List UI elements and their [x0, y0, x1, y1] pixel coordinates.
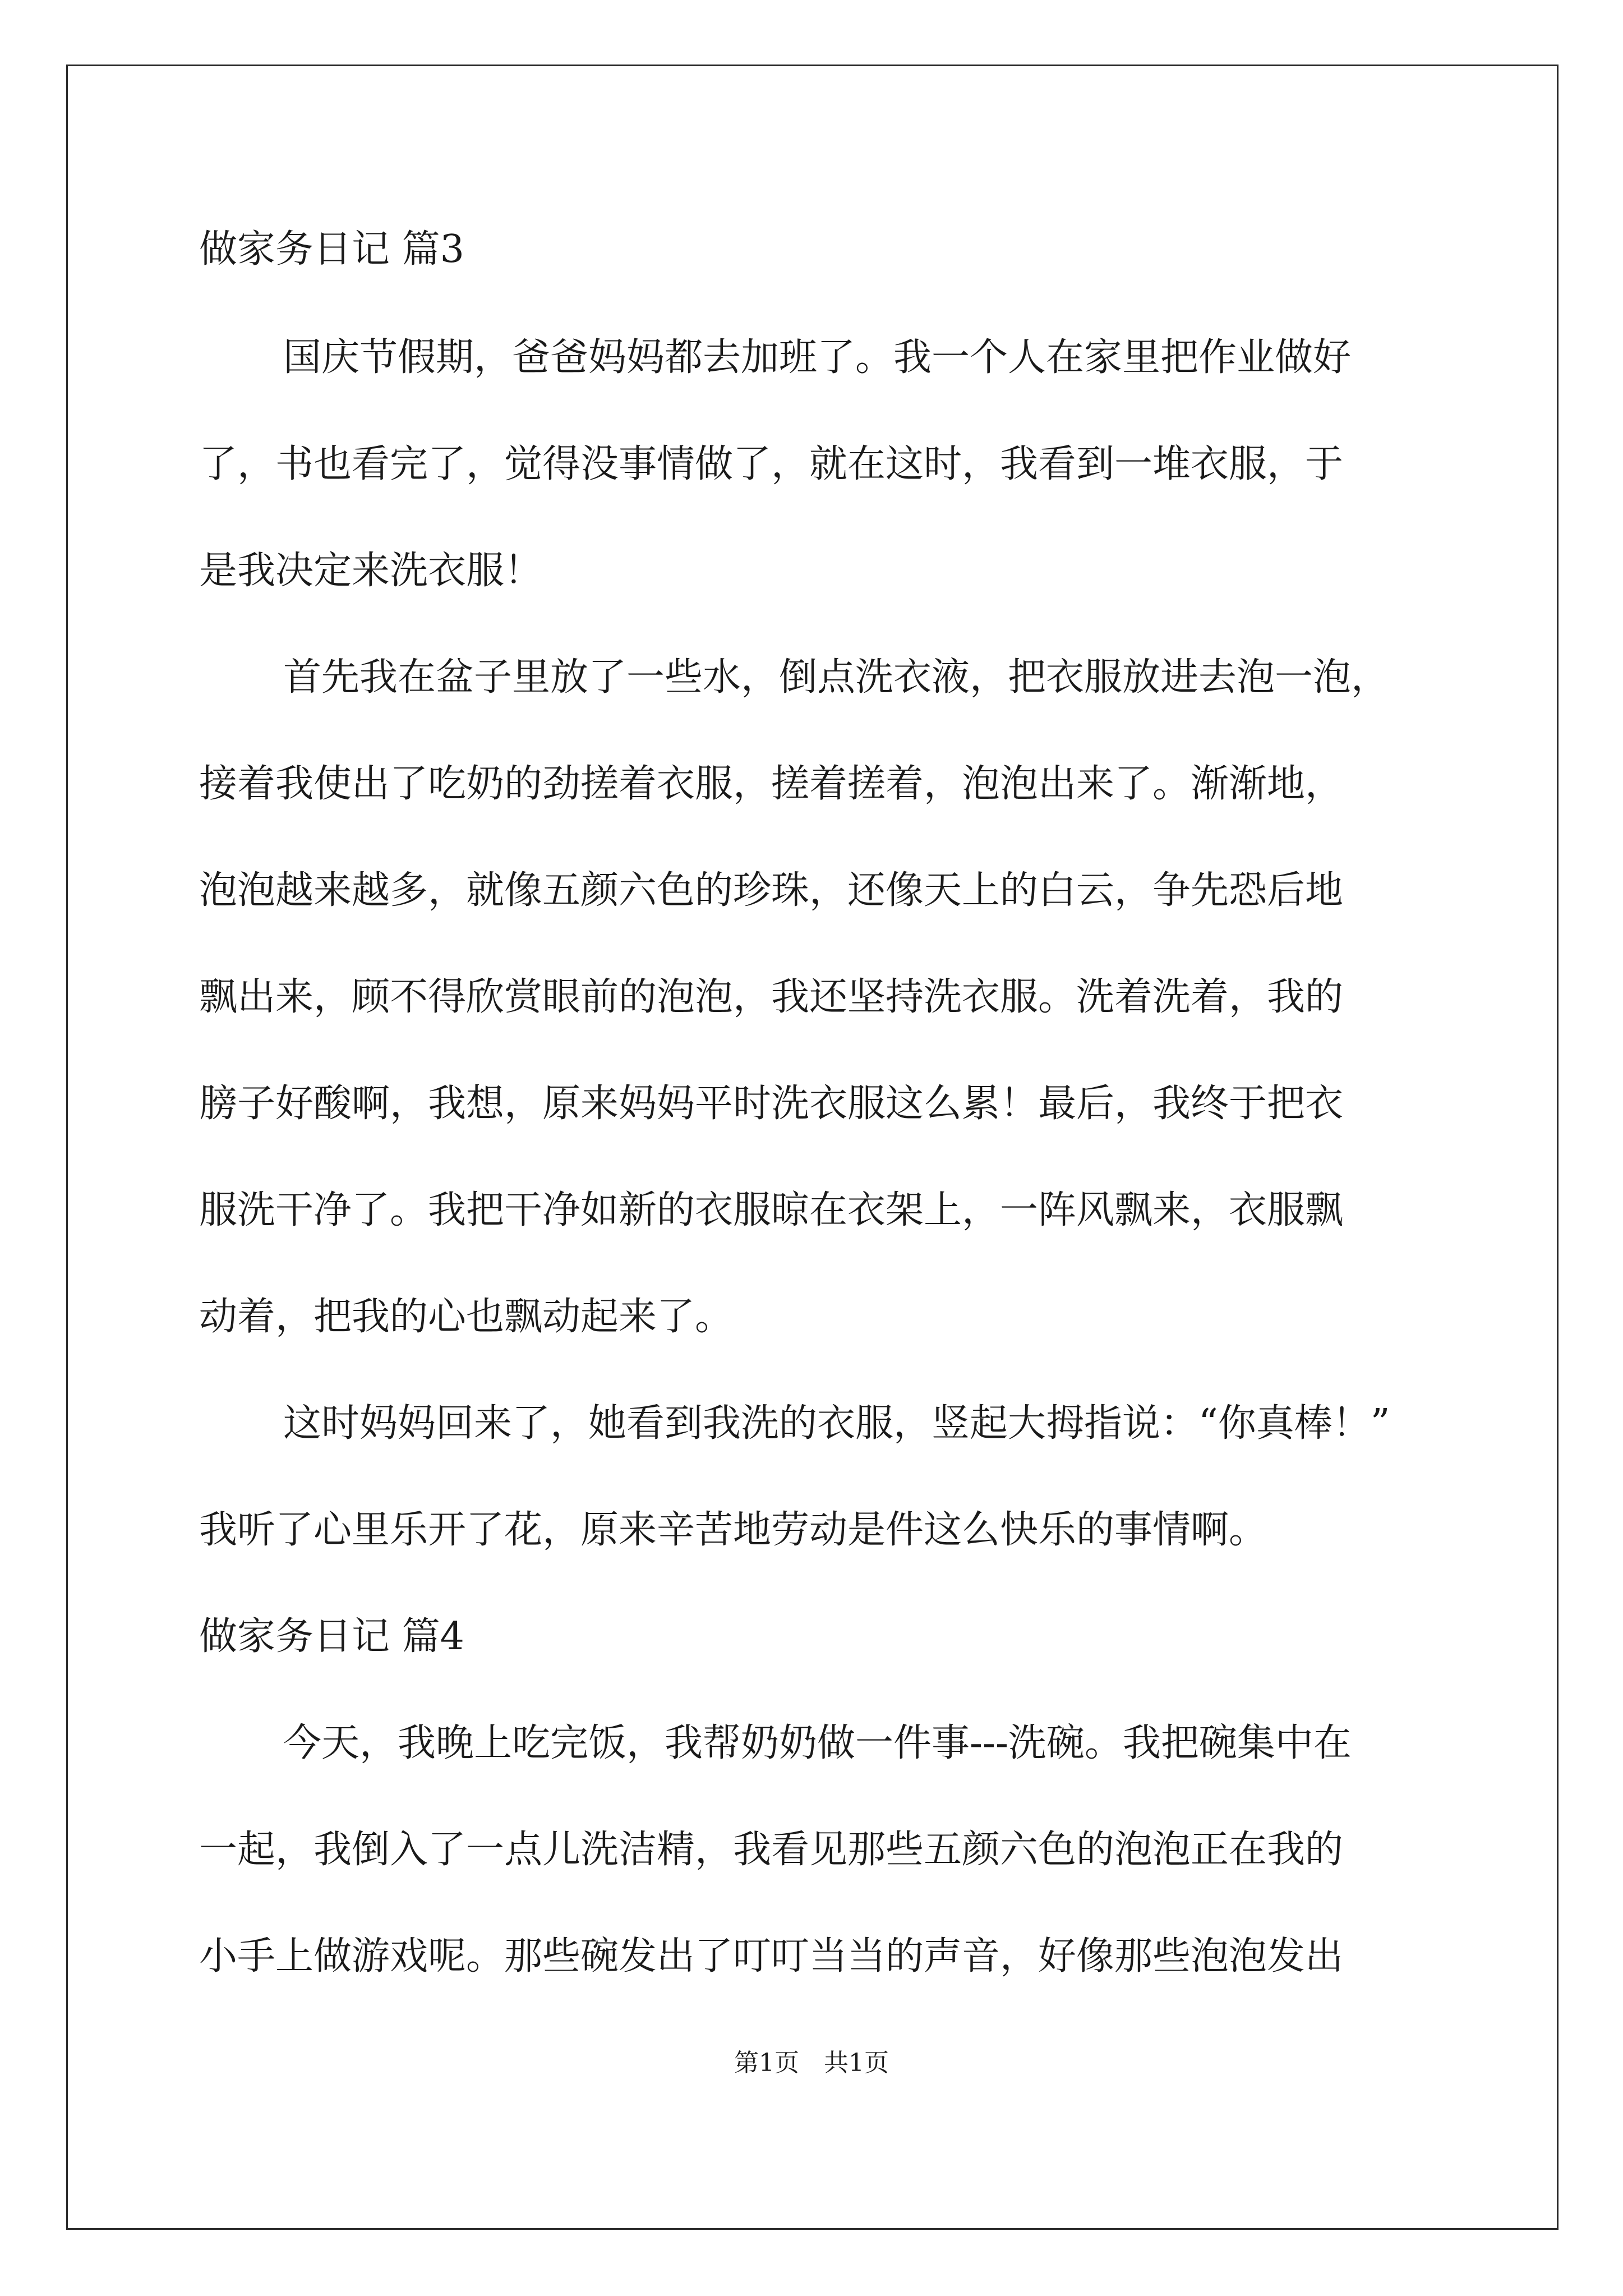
section-heading: 做家务日记 篇4	[199, 1614, 464, 1659]
paragraph-line: 膀子好酸啊，我想，原来妈妈平时洗衣服这么累！最后，我终于把衣	[199, 1082, 1344, 1126]
paragraph-line: 了，书也看完了，觉得没事情做了，就在这时，我看到一堆衣服，于	[199, 442, 1344, 486]
page-border	[66, 65, 1559, 2230]
paragraph-line: 这时妈妈回来了，她看到我洗的衣服，竖起大拇指说：“你真棒！”	[283, 1401, 1390, 1446]
paragraph-line: 飘出来，顾不得欣赏眼前的泡泡，我还坚持洗衣服。洗着洗着，我的	[199, 975, 1344, 1019]
paragraph-line: 服洗干净了。我把干净如新的衣服晾在衣架上，一阵风飘来，衣服飘	[199, 1188, 1344, 1232]
paragraph-line: 小手上做游戏呢。那些碗发出了叮叮当当的声音，好像那些泡泡发出	[199, 1934, 1344, 1978]
paragraph-line: 国庆节假期，爸爸妈妈都去加班了。我一个人在家里把作业做好	[283, 335, 1352, 380]
paragraph-line: 我听了心里乐开了花，原来辛苦地劳动是件这么快乐的事情啊。	[199, 1508, 1267, 1552]
paragraph-line: 泡泡越来越多，就像五颜六色的珍珠，还像天上的白云，争先恐后地	[199, 868, 1344, 913]
paragraph-line: 动着，把我的心也飘动起来了。	[199, 1295, 734, 1339]
paragraph-line: 首先我在盆子里放了一些水，倒点洗衣液，把衣服放进去泡一泡，	[283, 655, 1390, 700]
paragraph-line: 一起，我倒入了一点儿洗洁精，我看见那些五颜六色的泡泡正在我的	[199, 1828, 1344, 1872]
paragraph-line: 是我决定来洗衣服！	[199, 549, 543, 593]
paragraph-line: 接着我使出了吃奶的劲搓着衣服，搓着搓着，泡泡出来了。渐渐地，	[199, 762, 1344, 806]
paragraph-line: 今天，我晚上吃完饭，我帮奶奶做一件事---洗碗。我把碗集中在	[283, 1721, 1352, 1765]
section-heading: 做家务日记 篇3	[199, 227, 464, 272]
page-footer: 第1页 共1页	[734, 2049, 889, 2077]
